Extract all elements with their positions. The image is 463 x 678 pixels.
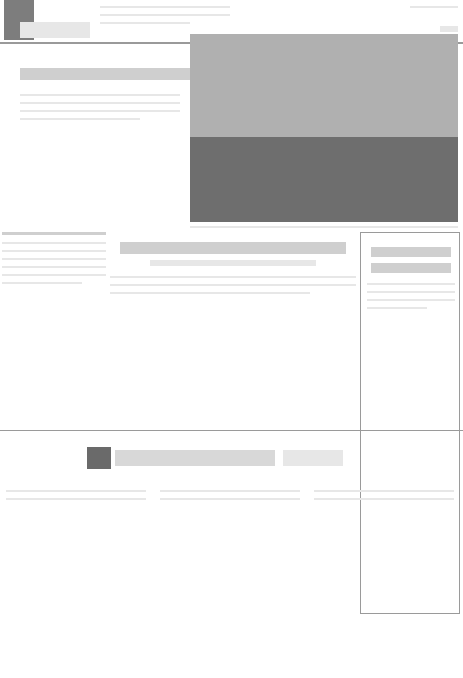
- masthead-line: [100, 14, 230, 16]
- advert-line: [160, 498, 300, 500]
- sidebar-line: [367, 299, 455, 301]
- sidebar-heading: [371, 247, 451, 257]
- photo-sky: [190, 34, 458, 137]
- advert-line: [6, 498, 146, 500]
- advert-rule: [0, 430, 463, 431]
- photo-caption: [190, 226, 458, 228]
- main-headline: [120, 242, 346, 254]
- left-column-line: [2, 274, 106, 276]
- company-logo: [87, 447, 111, 469]
- left-column-line: [2, 282, 82, 284]
- left-column-line: [2, 266, 106, 268]
- advert-line: [160, 490, 300, 492]
- main-column-line: [110, 276, 356, 278]
- photo-ground: [190, 137, 458, 222]
- left-column-heading: [2, 232, 106, 235]
- section-wordmark: [20, 22, 90, 38]
- lead-line: [20, 102, 180, 104]
- sidebar-line: [367, 307, 427, 309]
- masthead-line: [410, 6, 458, 8]
- sidebar-line: [367, 291, 455, 293]
- masthead-line: [100, 22, 190, 24]
- left-column-line: [2, 250, 106, 252]
- advert-line: [314, 498, 454, 500]
- lead-line: [20, 118, 140, 120]
- sidebar-heading: [371, 263, 451, 273]
- advert-line: [314, 490, 454, 492]
- advert-line: [6, 490, 146, 492]
- main-subheadline: [150, 260, 316, 266]
- lead-line: [20, 94, 180, 96]
- main-column-line: [110, 284, 356, 286]
- left-column-line: [2, 258, 106, 260]
- main-column-line: [110, 292, 310, 294]
- lead-paragraph: [20, 94, 180, 134]
- news-photo: [190, 34, 458, 222]
- masthead-line: [100, 6, 230, 8]
- left-column-line: [2, 242, 106, 244]
- company-name: [115, 450, 275, 466]
- advert-tag: [283, 450, 343, 466]
- page-number: [440, 26, 458, 32]
- lead-line: [20, 110, 180, 112]
- sidebar-line: [367, 283, 455, 285]
